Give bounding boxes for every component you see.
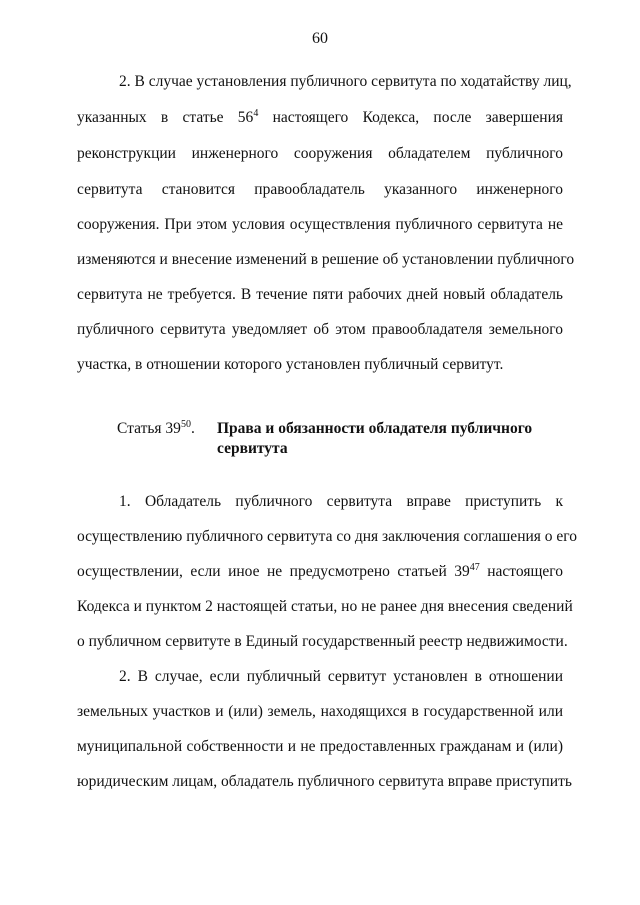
- paragraph-3-line-3: муниципальной собственности и не предоставленных гражданам и (или): [77, 738, 563, 755]
- paragraph-2-line-3: [77, 562, 563, 582]
- paragraph-2-line-1: 1. Обладатель публичного сервитута вправе приступить к: [119, 493, 563, 510]
- line-text-tail: настоящего: [479, 563, 563, 580]
- article-number: [117, 419, 195, 439]
- paragraph-1-line-3: реконструкции инженерного сооружения обладателем публичного: [77, 145, 563, 162]
- paragraph-1-line-5: сооружения. При этом условия осуществления публичного сервитута не: [77, 216, 563, 233]
- paragraph-1-line-4: сервитута становится правообладатель указанного инженерного: [77, 181, 563, 198]
- paragraph-2-line-5: о публичном сервитуте в Единый государственный реестр недвижимости.: [77, 633, 568, 650]
- line-text: указанных в статье 56: [77, 109, 254, 126]
- line-text: осуществлении, если иное не предусмотрено статьей 39: [77, 563, 470, 580]
- paragraph-1-line-8: публичного сервитута уведомляет об этом правообладателя земельного: [77, 321, 563, 338]
- paragraph-3-line-2: земельных участков и (или) земель, находящихся в государственной или: [77, 703, 563, 720]
- paragraph-2-line-4: Кодекса и пунктом 2 настоящей статьи, но не ранее дня внесения сведений: [77, 598, 573, 615]
- article-title: Права и обязанности обладателя публичного сервитута: [217, 420, 533, 457]
- paragraph-1-line-7: сервитута не требуется. В течение пяти рабочих дней новый обладатель: [77, 286, 563, 303]
- superscript: 47: [469, 561, 480, 573]
- paragraph-1-line-6: изменяются и внесение изменений в решение об установлении публичного: [77, 251, 575, 268]
- article-label-sup: 50: [180, 418, 191, 430]
- article-label-text: Статья 39: [117, 420, 181, 437]
- line-text-tail: настоящего Кодекса, после завершения: [258, 109, 563, 126]
- paragraph-1-line-2: [77, 108, 563, 128]
- page-number: 60: [312, 30, 328, 47]
- paragraph-1-line-1: 2. В случае установления публичного сервитута по ходатайству лиц,: [119, 73, 572, 90]
- superscript: 4: [253, 107, 259, 119]
- paragraph-3-line-4: юридическим лицам, обладатель публичного сервитута вправе приступить: [77, 773, 572, 790]
- paragraph-2-line-2: осуществлению публичного сервитута со дня заключения соглашения о его: [77, 528, 578, 545]
- article-label-tail: .: [190, 420, 195, 437]
- paragraph-3-line-1: 2. В случае, если публичный сервитут установлен в отношении: [119, 668, 563, 685]
- paragraph-1-line-9: участка, в отношении которого установлен публичный сервитут.: [77, 356, 504, 373]
